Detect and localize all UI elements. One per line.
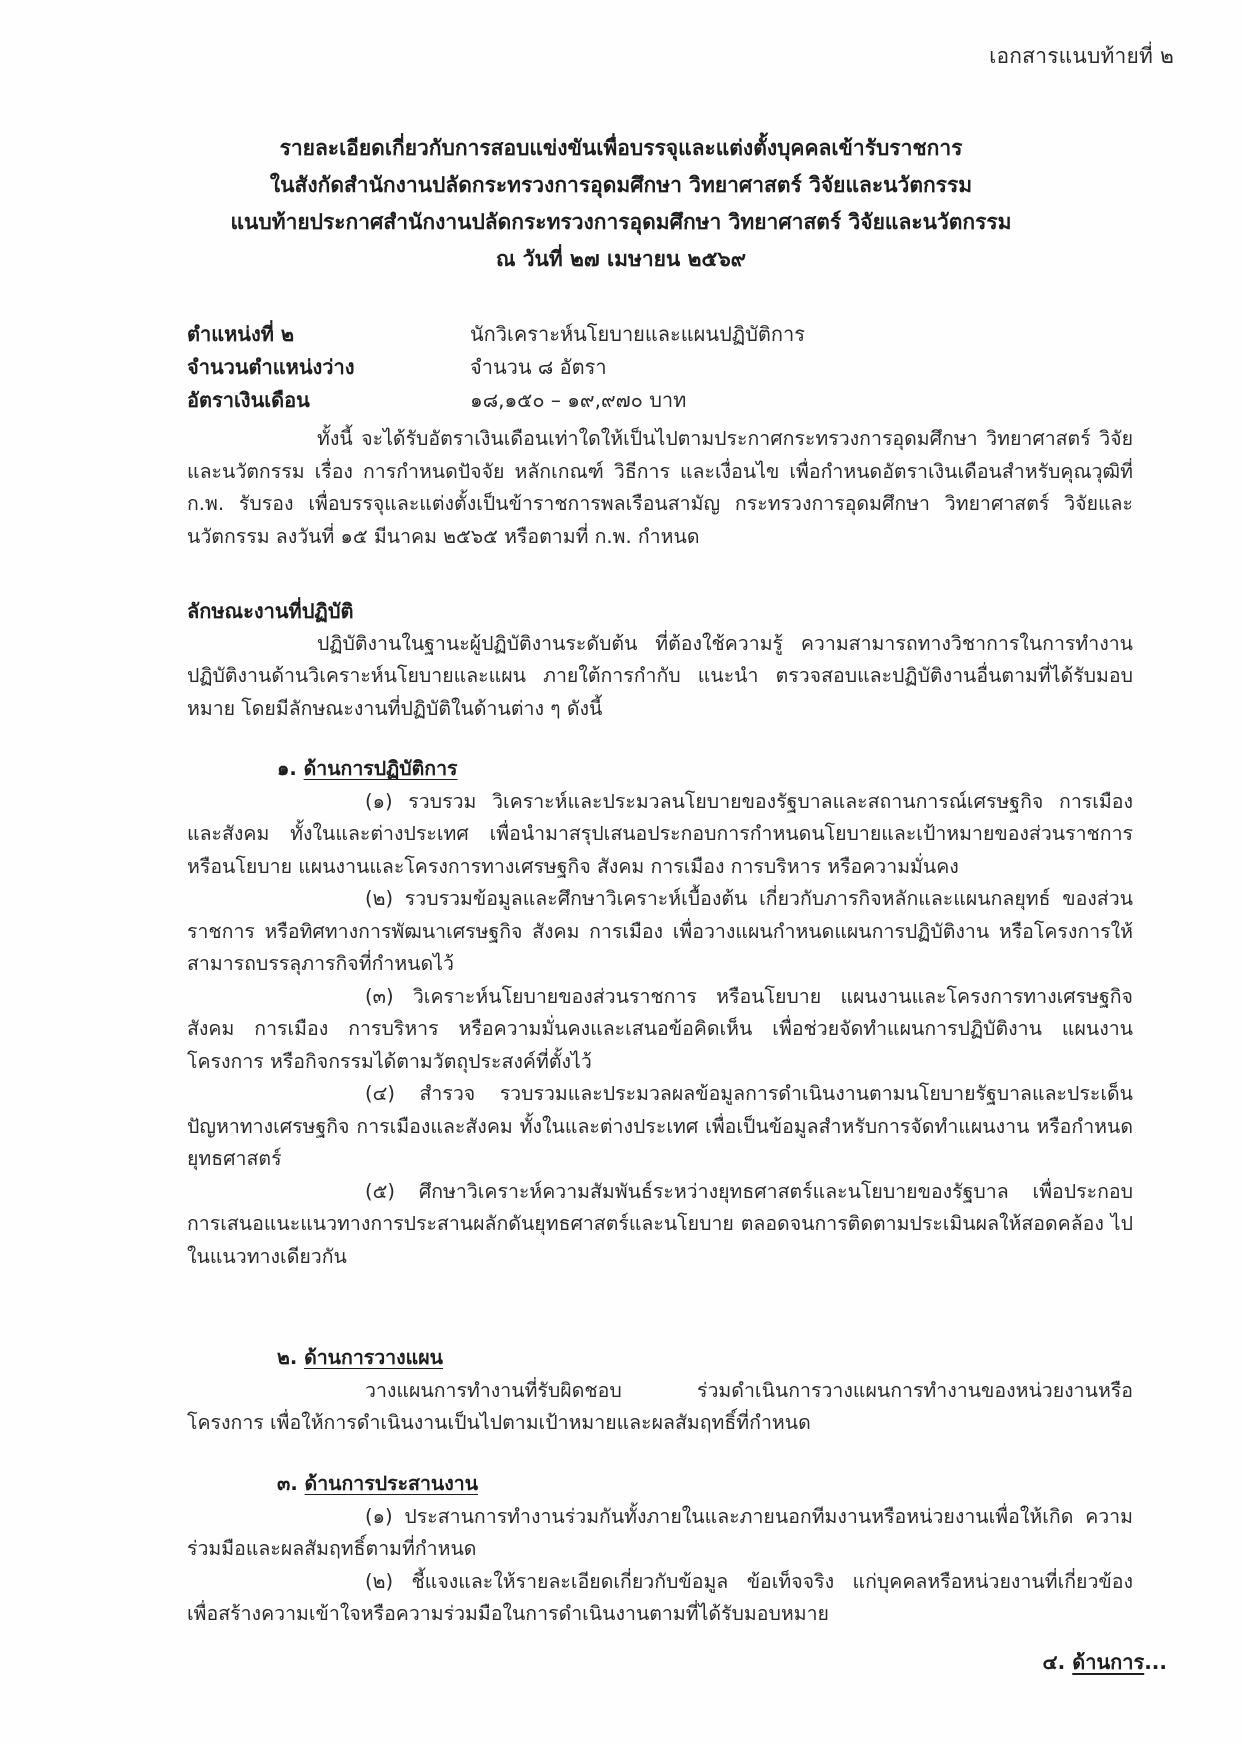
- salary-note: ทั้งนี้ จะได้รับอัตราเงินเดือนเท่าใดให้เป็นไปตามประกาศกระทรวงการอุดมศึกษา วิทยาศาสตร์ วิจัยและนวัตกรรม เรื่อง การกำหนดปัจจัย หลักเกณฑ์ วิธีการ และเงื่อนไข เพื่อกำหนดอัตราเงินเดือนสำหรับคุณวุฒิที่ ก.พ. รับรอง เพื่อบรรจุและแต่งตั้งเป็นข้าราชการพลเรือนสามัญ กระทรวงการอุดมศึกษา วิทยาศาสตร์ วิจัยและนวัตกรรม ลงวันที่ ๑๕ มีนาคม ๒๕๖๕ หรือตามที่ ก.พ. กำหนด: [187, 427, 1133, 548]
- position-info: [187, 318, 805, 417]
- section-number: ๒.: [277, 1346, 298, 1369]
- section-coordination: [187, 1468, 1133, 1631]
- section-title: ด้านการวางแผน: [304, 1346, 443, 1369]
- section-item: (๒) รวบรวมข้อมูลและศึกษาวิเคราะห์เบื้องต้น เกี่ยวกับภารกิจหลักและแผนกลยุทธ์ ของส่วนราชการ หรือทิศทางการพัฒนาเศรษฐกิจ สังคม การเมือง เพื่อวางแผนกำหนดแผนการปฏิบัติงาน หรือโครงการให้สามารถบรรลุภารกิจที่กำหนดไว้: [187, 887, 1133, 975]
- title-line: แนบท้ายประกาศสำนักงานปลัดกระทรวงการอุดมศึกษา วิทยาศาสตร์ วิจัยและนวัตกรรม: [230, 210, 1012, 234]
- continuation-ellipsis: ...: [1144, 1650, 1167, 1674]
- title-date: ณ วันที่ ๒๗ เมษายน ๒๕๖๙: [495, 247, 747, 271]
- section-item: (๕) ศึกษาวิเคราะห์ความสัมพันธ์ระหว่างยุทธศาสตร์และนโยบายของรัฐบาล เพื่อประกอบ การเสนอแนะแนวทางการประสานผลักดันยุทธศาสตร์และนโยบาย ตลอดจนการติดตามประเมินผลให้สอดคล้อง ไปในแนวทางเดียวกัน: [187, 1179, 1133, 1268]
- section-heading: [187, 1468, 1133, 1501]
- section-heading: [187, 1342, 1133, 1375]
- section-title: ด้านการปฏิบัติการ: [303, 757, 458, 780]
- section-title: ด้านการประสานงาน: [304, 1472, 479, 1495]
- section-heading: [187, 753, 1133, 786]
- continuation-title: ด้านการ: [1072, 1650, 1145, 1674]
- info-label: จำนวนตำแหน่งว่าง: [187, 355, 355, 379]
- page-continuation: [1043, 1646, 1167, 1678]
- title-line: รายละเอียดเกี่ยวกับการสอบแข่งขันเพื่อบรรจุและแต่งตั้งบุคคลเข้ารับราชการ: [279, 136, 963, 160]
- section-item: วางแผนการทำงานที่รับผิดชอบ ร่วมดำเนินการวางแผนการทำงานของหน่วยงานหรือ โครงการ เพื่อให้การดำเนินงานเป็นไปตามเป้าหมายและผลสัมฤทธิ์ที่กำหนด: [187, 1378, 1133, 1434]
- section-operations: [187, 753, 1133, 1273]
- salary-note-block: [187, 423, 1133, 553]
- section-number: ๓.: [277, 1472, 298, 1495]
- duties-block: [187, 595, 1133, 725]
- continuation-number: ๔.: [1042, 1650, 1066, 1674]
- section-item: (๔) สำรวจ รวบรวมและประมวลผลข้อมูลการดำเนินงานตามนโยบายรัฐบาลและประเด็น ปัญหาทางเศรษฐกิจ การเมืองและสังคม ทั้งในและต่างประเทศ เพื่อเป็นข้อมูลสำหรับการจัดทำแผนงาน หรือกำหนดยุทธศาสตร์: [187, 1082, 1133, 1170]
- title-line: ในสังกัดสำนักงานปลัดกระทรวงการอุดมศึกษา วิทยาศาสตร์ วิจัยและนวัตกรรม: [269, 173, 973, 197]
- info-row-salary: [187, 384, 805, 417]
- section-item: (๑) ประสานการทำงานร่วมกันทั้งภายในและภายนอกทีมงานหรือหน่วยงานเพื่อให้เกิด ความร่วมมือและผลสัมฤทธิ์ตามที่กำหนด: [187, 1504, 1133, 1560]
- duties-intro: ปฏิบัติงานในฐานะผู้ปฏิบัติงานระดับต้น ที่ต้องใช้ความรู้ ความสามารถทางวิชาการในการทำงาน ปฏิบัติงานด้านวิเคราะห์นโยบายและแผน ภายใต้การกำกับ แนะนำ ตรวจสอบและปฏิบัติงานอื่นตามที่ได้รับมอบหมาย โดยมีลักษณะงานที่ปฏิบัติในด้านต่าง ๆ ดังนี้: [187, 631, 1133, 720]
- section-item: (๑) รวบรวม วิเคราะห์และประมวลนโยบายของรัฐบาลและสถานการณ์เศรษฐกิจ การเมือง และสังคม ทั้งในและต่างประเทศ เพื่อนำมาสรุปเสนอประกอบการกำหนดนโยบายและเป้าหมายของส่วนราชการ หรือนโยบาย แผนงานและโครงการทางเศรษฐกิจ สังคม การเมือง การบริหาร หรือความมั่นคง: [187, 789, 1133, 878]
- section-planning: [187, 1342, 1133, 1440]
- info-value: จำนวน ๘ อัตรา: [470, 355, 607, 379]
- section-item: (๒) ชี้แจงและให้รายละเอียดเกี่ยวกับข้อมูล ข้อเท็จจริง แก่บุคคลหรือหน่วยงานที่เกี่ยวข้อง เพื่อสร้างความเข้าใจหรือความร่วมมือในการดำเนินงานตามที่ได้รับมอบหมาย: [187, 1569, 1133, 1625]
- section-number: ๑.: [277, 757, 297, 780]
- section-item: (๓) วิเคราะห์นโยบายของส่วนราชการ หรือนโยบาย แผนงานและโครงการทางเศรษฐกิจ สังคม การเมือง การบริหาร หรือความมั่นคงและเสนอข้อคิดเห็น เพื่อช่วยจัดทำแผนการปฏิบัติงาน แผนงาน โครงการ หรือกิจกรรมได้ตามวัตถุประสงค์ที่ตั้งไว้: [187, 984, 1133, 1073]
- info-value: นักวิเคราะห์นโยบายและแผนปฏิบัติการ: [470, 322, 805, 346]
- info-label: ตำแหน่งที่ ๒: [187, 322, 295, 346]
- document-title: [0, 130, 1242, 278]
- info-row-vacancies: [187, 351, 805, 384]
- info-row-position: [187, 318, 805, 351]
- duties-heading: ลักษณะงานที่ปฏิบัติ: [187, 599, 354, 623]
- info-value: ๑๘,๑๕๐ – ๑๙,๙๗๐ บาท: [470, 388, 687, 412]
- info-label: อัตราเงินเดือน: [187, 388, 310, 412]
- attachment-label: เอกสารแนบท้ายที่ ๒: [989, 44, 1174, 68]
